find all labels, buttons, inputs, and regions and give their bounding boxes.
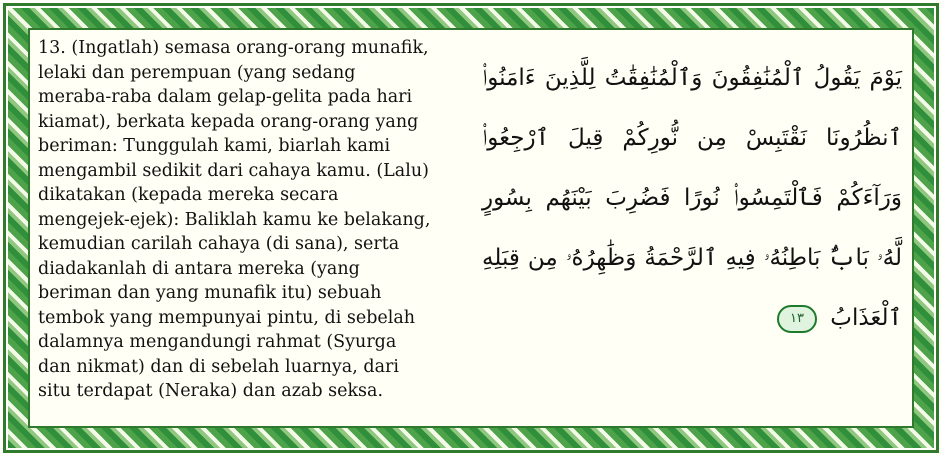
ayah-number-marker: ١٣ — [777, 305, 817, 333]
arabic-text: يَوْمَ يَقُولُ ٱلْمُنَٰفِقُونَ وَٱلْمُنَٰفِقَٰتُ لِلَّذِينَ ءَامَنُوا۟ ٱنظُرُونَا نَقْتَبِسْ مِن نُّورِكُمْ قِيلَ ٱرْجِعُوا۟ وَرَآءَكُمْ فَٱلْتَمِسُوا۟ نُورًا فَضُرِبَ بَيْنَهُم بِسُورٍ لَّهُۥ بَابٌۢ بَاطِنُهُۥ فِيهِ ٱلرَّحْمَةُ وَظَٰهِرُهُۥ مِن قِبَلِهِ ٱلْعَذَابُ — [482, 65, 902, 331]
arabic-verse — [482, 48, 902, 348]
malay-translation: 13. (Ingatlah) semasa orang-orang munafik, lelaki dan perempuan (yang sedang meraba-raba dalam gelap-gelita pada hari kiamat), berkata kepada orang-orang yang beriman: Tunggulah kami, biarlah kami mengambil sedikit dari cahaya kamu. (Lalu) dikatakan (kepada mereka secara mengejek-ejek): Baliklah kamu ke belakang, kemudian carilah cahaya (di sana), serta diadakanlah di antara mereka (yang beriman dan yang munafik itu) sebuah tembok yang mempunyai pintu, di sebelah dalamnya mengandungi rahmat (Syurga dan nikmat) dan di sebelah luarnya, dari situ terdapat (Neraka) dan azab seksa. — [38, 38, 431, 401]
content-area — [38, 36, 902, 416]
